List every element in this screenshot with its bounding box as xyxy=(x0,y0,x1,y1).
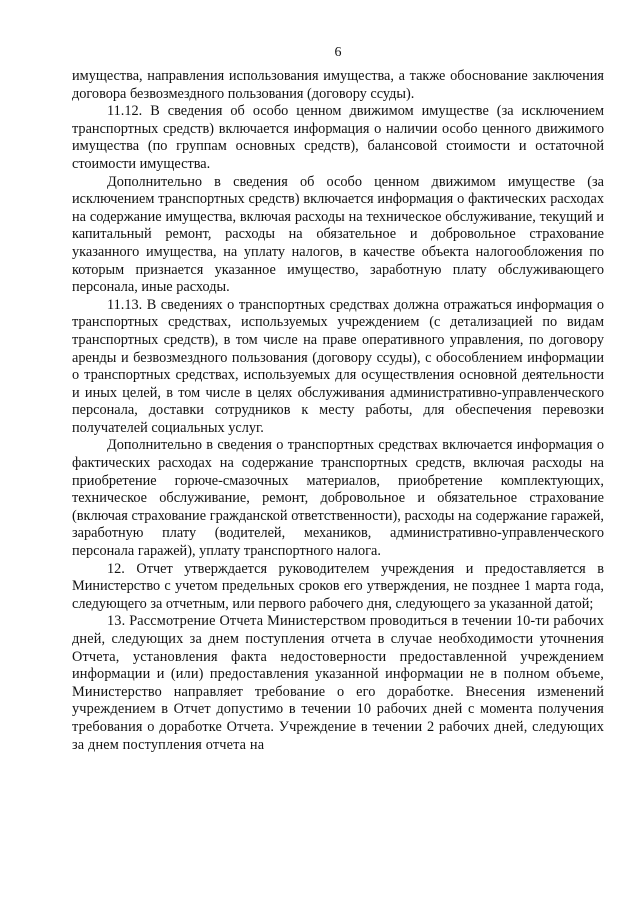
paragraph-11-13-additional: Дополнительно в сведения о транспортных средствах включается информация о фактических расходах на содержание транспортных средств, включая расходы на приобретение горюче-смазочных материалов, приобретение комплектующих, техническое обслуживание, ремонт, добровольное и обязательное страхование (включая страхование гражданской ответственности), расходы на содержание гаражей, заработную плату (водителей, механиков, административно-управленческого персонала гаражей), уплату транспортного налога. xyxy=(72,437,604,560)
paragraph-11-12-additional: Дополнительно в сведения об особо ценном движимом имуществе (за исключением транспортных средств) включается информация о фактических расходах на содержание имущества, включая расходы на техническое обслуживание, текущий и капитальный ремонт, расходы на обязательное и добровольное страхование указанного имущества, на уплату налогов, в качестве объекта налогообложения по которым признается указанное имущество, заработную плату обслуживающего персонала, иные расходы. xyxy=(72,173,604,296)
paragraph-13: 13. Рассмотрение Отчета Министерством проводиться в течении 10-ти рабочих дней, следующих за днем поступления отчета в случае необходимости уточнения Отчета, установления факта недостоверности предоставленной учреждением информации и (или) предоставления указанной информации не в полном объеме, Министерство направляет требование о его доработке. Внесения изменений учреждением в Отчет допустимо в течении 10 рабочих дней с момента получения требования о доработке Отчета. Учреждение в течении 2 рабочих дней, следующих за днем поступления отчета на xyxy=(72,613,604,753)
paragraph-continuation: имущества, направления использования имущества, а также обоснование заключения договора безвозмездного пользования (договору ссуды). xyxy=(72,68,604,102)
page-number: 6 xyxy=(334,45,342,60)
document-body xyxy=(72,68,604,754)
paragraph-11-12: 11.12. В сведения об особо ценном движимом имуществе (за исключением транспортных средств) включается информация о наличии особо ценного движимого имущества (по группам основных средств), балансовой стоимости и остаточной стоимости имущества. xyxy=(72,103,604,172)
paragraph-11-13: 11.13. В сведениях о транспортных средствах должна отражаться информация о транспортных средствах, используемых учреждением (с детализацией по видам транспортных средств), в том числе на праве оперативного управления, по договору аренды и безвозмездного пользования (договору ссуды), с обособлением информации о транспортных средствах, используемых для осуществления основной деятельности и иных целей, в том числе в целях обслуживания административно-управленческого персонала, доставки сотрудников к месту работы, для обеспечения перевозки получателей социальных услуг. xyxy=(72,296,604,436)
paragraph-12: 12. Отчет утверждается руководителем учреждения и предоставляется в Министерство с учетом предельных сроков его утверждения, не позднее 1 марта года, следующего за отчетным, или первого рабочего дня, следующего за указанной датой; xyxy=(72,560,604,612)
